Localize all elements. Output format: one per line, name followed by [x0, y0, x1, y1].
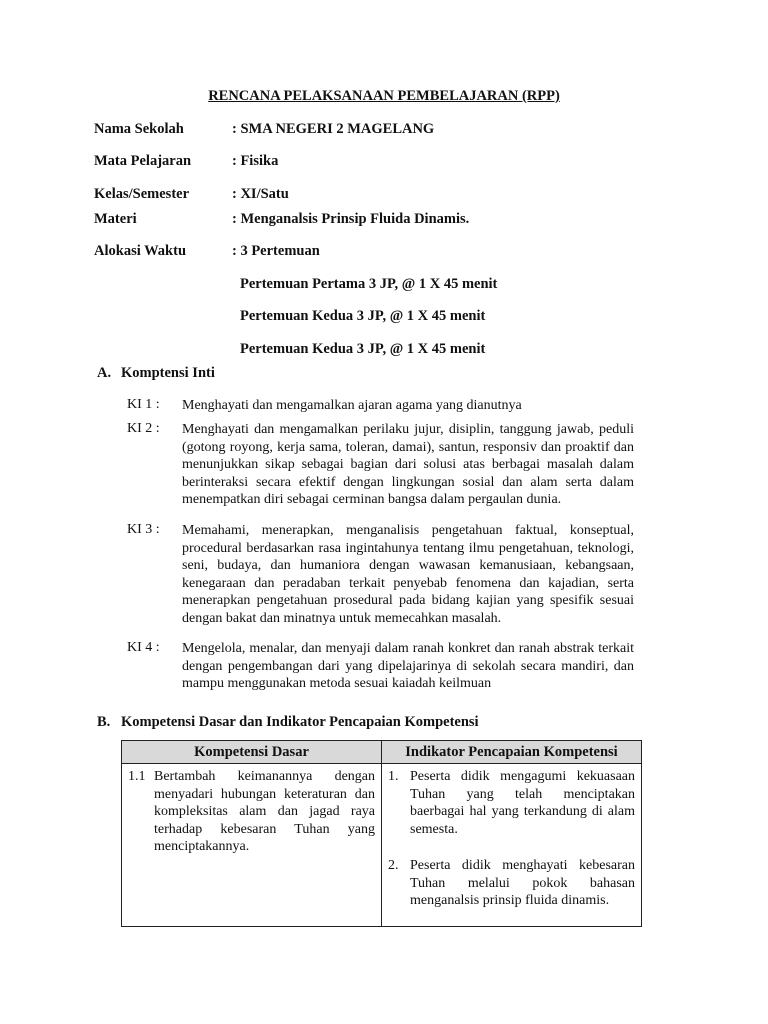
- material-label: Materi: [94, 211, 137, 227]
- kd-number: 1.1: [128, 769, 146, 784]
- ki-text: Mengelola, menalar, dan menyaji dalam ranah konkret dan ranah abstrak terkait dengan pengembangan dari yang dipelajarinya di sekolah secara mandiri, dan mampu menggunakan metoda sesuai kaiadah keilmuan: [182, 641, 634, 691]
- meeting-line: Pertemuan Kedua 3 JP, @ 1 X 45 menit: [240, 341, 486, 357]
- meeting-line: Pertemuan Pertama 3 JP, @ 1 X 45 menit: [240, 276, 498, 292]
- kd-text: Bertambah keimanannya dengan menyadari hubungan keteraturan dan kompleksitas alam dan jagad raya terhadap kebesaran Tuhan yang menciptakannya.: [154, 769, 375, 854]
- section-a-number: A.: [97, 365, 112, 381]
- ki-label: KI 3 :: [127, 522, 160, 537]
- ki-text: Memahami, menerapkan, menganalisis pengetahuan faktual, konseptual, procedural berdasarkan rasa ingintahunya tentang ilmu pengetahuan, teknologi, seni, budaya, dan humaniora dengan wawasan kemanusiaan, kebangsaan, kenegaraan dan peradaban terkait penyebab fenomena dan kajadian, serta menerapkan pengetahuan prosedural pada bidang kajian yang spesifik sesuai dengan bakat dan minatnya untuk memecahkan masalah.: [182, 523, 634, 626]
- kd-item: [128, 768, 375, 856]
- material-value: : Menganalsis Prinsip Fluida Dinamis.: [232, 211, 470, 227]
- subject-value: : Fisika: [232, 153, 279, 169]
- table-header-indicator: Indikator Pencapaian Kompetensi: [382, 741, 642, 764]
- ki-label: KI 2 :: [127, 421, 160, 436]
- document-title: RENCANA PELAKSANAAN PEMBELAJARAN (RPP): [208, 88, 560, 104]
- indicator-text: Peserta didik menghayati kebesaran Tuhan melalui pokok bahasan menganalsis prinsip fluida dinamis.: [410, 858, 635, 908]
- school-name-value: : SMA NEGERI 2 MAGELANG: [232, 121, 435, 137]
- school-name-label: Nama Sekolah: [94, 121, 184, 137]
- section-b-number: B.: [97, 714, 111, 730]
- class-semester-label: Kelas/Semester: [94, 186, 190, 202]
- section-a-heading: [97, 365, 215, 382]
- ki-label: KI 4 :: [127, 640, 160, 655]
- indicator-text: Peserta didik mengagumi kekuasaan Tuhan yang telah menciptakan baerbagai hal yang terkandung di alam semesta.: [410, 769, 635, 837]
- ki-label: KI 1 :: [127, 397, 160, 412]
- section-b-title: Kompetensi Dasar dan Indikator Pencapaian Kompetensi: [121, 714, 479, 730]
- indicator-item: [388, 857, 635, 910]
- ki-text: Menghayati dan mengamalkan ajaran agama yang dianutnya: [182, 398, 522, 413]
- subject-label: Mata Pelajaran: [94, 153, 192, 169]
- time-allocation-label: Alokasi Waktu: [94, 243, 187, 259]
- time-allocation-value: : 3 Pertemuan: [232, 243, 320, 259]
- section-b-heading: [97, 714, 479, 731]
- kd-cell: [122, 764, 382, 927]
- indicator-item: [388, 768, 635, 838]
- table-header-kd: Kompetensi Dasar: [122, 741, 382, 764]
- meeting-line: Pertemuan Kedua 3 JP, @ 1 X 45 menit: [240, 308, 486, 324]
- ki-text: Menghayati dan mengamalkan perilaku jujur, disiplin, tanggung jawab, peduli (gotong royong, kerja sama, toleran, damai), santun, responsiv dan proaktif dan menunjukkan sikap sebagai bagian dari solusi atas berbagai masalah dalam berinteraksi secara efektif dengan lingkungan sosial dan alam serta dalam menempatkan diri sebagai cerminan bangsa dalam pergaulan dunia.: [182, 422, 634, 507]
- indicator-cell: [382, 764, 642, 927]
- indicator-number: 2.: [388, 858, 399, 873]
- class-semester-value: : XI/Satu: [232, 186, 289, 202]
- table-header-row: [122, 741, 642, 764]
- indicator-number: 1.: [388, 769, 399, 784]
- competency-table: [121, 740, 642, 927]
- section-a-title: Komptensi Inti: [121, 365, 215, 381]
- table-row: [122, 764, 642, 927]
